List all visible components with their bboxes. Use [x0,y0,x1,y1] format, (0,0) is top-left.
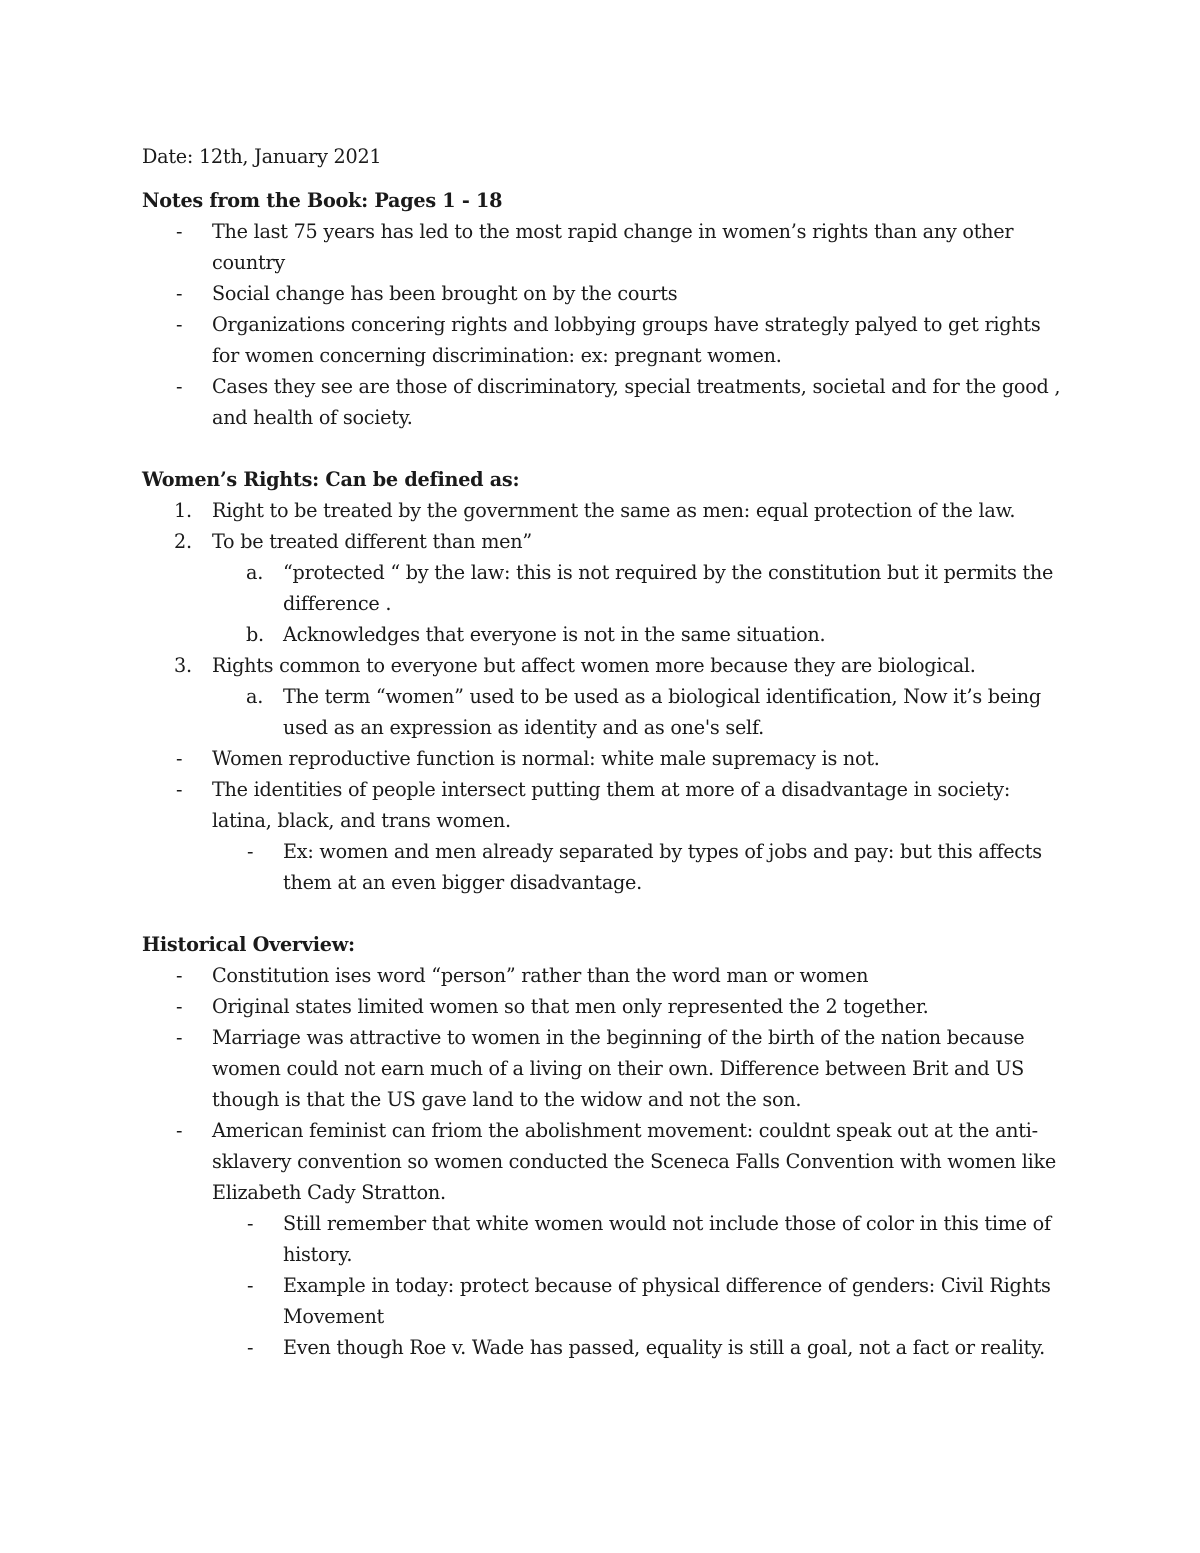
list-item [142,278,1072,309]
dash-marker: - [176,313,183,336]
nested-list-item [142,1208,1072,1270]
dash-marker: - [176,964,183,987]
numbered-item [142,526,1072,557]
list-item [142,1022,1072,1115]
list-item-text: Cases they see are those of discriminatory, special treatments, societal and for the good , and health of society. [212,375,1061,429]
dash-marker: - [247,1274,254,1297]
numbered-list [142,495,1072,743]
list-item [142,216,1072,278]
list-item-text: Social change has been brought on by the courts [212,282,678,305]
list-item-text: Example in today: protect because of physical difference of genders: Civil Rights Movement [283,1274,1051,1328]
list-item-text: American feminist can friom the abolishment movement: couldnt speak out at the anti-sklavery convention so women conducted the Sceneca Falls Convention with women like Elizabeth Cady Stratton. [212,1119,1057,1204]
list-item-text: Still remember that white women would not include those of color in this time of history. [283,1212,1051,1266]
list-item [142,991,1072,1022]
dash-marker: - [176,995,183,1018]
dash-marker: - [176,220,183,243]
numbered-item [142,495,1072,526]
list-item-text: Original states limited women so that men only represented the 2 together. [212,995,929,1018]
list-item-text: Acknowledges that everyone is not in the same situation. [283,623,826,646]
bullet-list [142,743,1072,898]
number-marker: 2. [174,530,192,553]
letter-marker: b. [246,623,264,646]
list-item-text: Women reproductive function is normal: white male supremacy is not. [212,747,880,770]
date-line: Date: 12th, January 2021 [142,145,382,168]
nested-list-item [142,1332,1072,1363]
letter-marker: a. [246,685,264,708]
dash-marker: - [176,778,183,801]
bullet-list [142,216,1072,433]
nested-list-item [142,1270,1072,1332]
list-item-text: The term “women” used to be used as a biological identification, Now it’s being used as an expression as identity and as one's self. [283,685,1041,739]
list-item-text: Even though Roe v. Wade has passed, equality is still a goal, not a fact or reality. [283,1336,1045,1359]
section-heading: Notes from the Book: Pages 1 - 18 [142,189,503,212]
lettered-subitem [142,557,1072,619]
bullet-list [142,960,1072,1363]
dash-marker: - [247,840,254,863]
list-item [142,774,1072,836]
number-marker: 1. [174,499,192,522]
dash-marker: - [176,747,183,770]
list-item-text: Rights common to everyone but affect women more because they are biological. [212,654,976,677]
list-item-text: The last 75 years has led to the most rapid change in women’s rights than any other country [212,220,1014,274]
list-item [142,1115,1072,1208]
list-item [142,960,1072,991]
dash-marker: - [176,1026,183,1049]
list-item [142,309,1072,371]
dash-marker: - [247,1336,254,1359]
list-item-text: Marriage was attractive to women in the beginning of the birth of the nation because women could not earn much of a living on their own. Difference between Brit and US though is that the US gave land to the widow and not the son. [212,1026,1025,1111]
letter-marker: a. [246,561,264,584]
list-item-text: Ex: women and men already separated by types of jobs and pay: but this affects them at an even bigger disadvantage. [283,840,1042,894]
document-page [142,141,1072,1363]
list-item [142,743,1072,774]
lettered-subitem [142,619,1072,650]
section-historical-overview [142,929,1072,1363]
numbered-item [142,650,1072,681]
section-heading: Women’s Rights: Can be defined as: [142,468,520,491]
list-item [142,371,1072,433]
dash-marker: - [176,375,183,398]
list-item-text: “protected “ by the law: this is not required by the constitution but it permits the difference . [283,561,1054,615]
dash-marker: - [176,282,183,305]
nested-list-item [142,836,1072,898]
dash-marker: - [176,1119,183,1142]
list-item-text: Right to be treated by the government the same as men: equal protection of the law. [212,499,1016,522]
list-item-text: Organizations concering rights and lobbying groups have strategly palyed to get rights for women concerning discrimination: ex: pregnant women. [212,313,1041,367]
dash-marker: - [247,1212,254,1235]
number-marker: 3. [174,654,192,677]
list-item-text: The identities of people intersect putting them at more of a disadvantage in society: latina, black, and trans women. [212,778,1011,832]
list-item-text: Constitution ises word “person” rather than the word man or women [212,964,869,987]
list-item-text: To be treated different than men” [212,530,532,553]
section-heading: Historical Overview: [142,933,355,956]
lettered-subitem [142,681,1072,743]
section-book-notes [142,185,1072,433]
section-womens-rights [142,464,1072,898]
